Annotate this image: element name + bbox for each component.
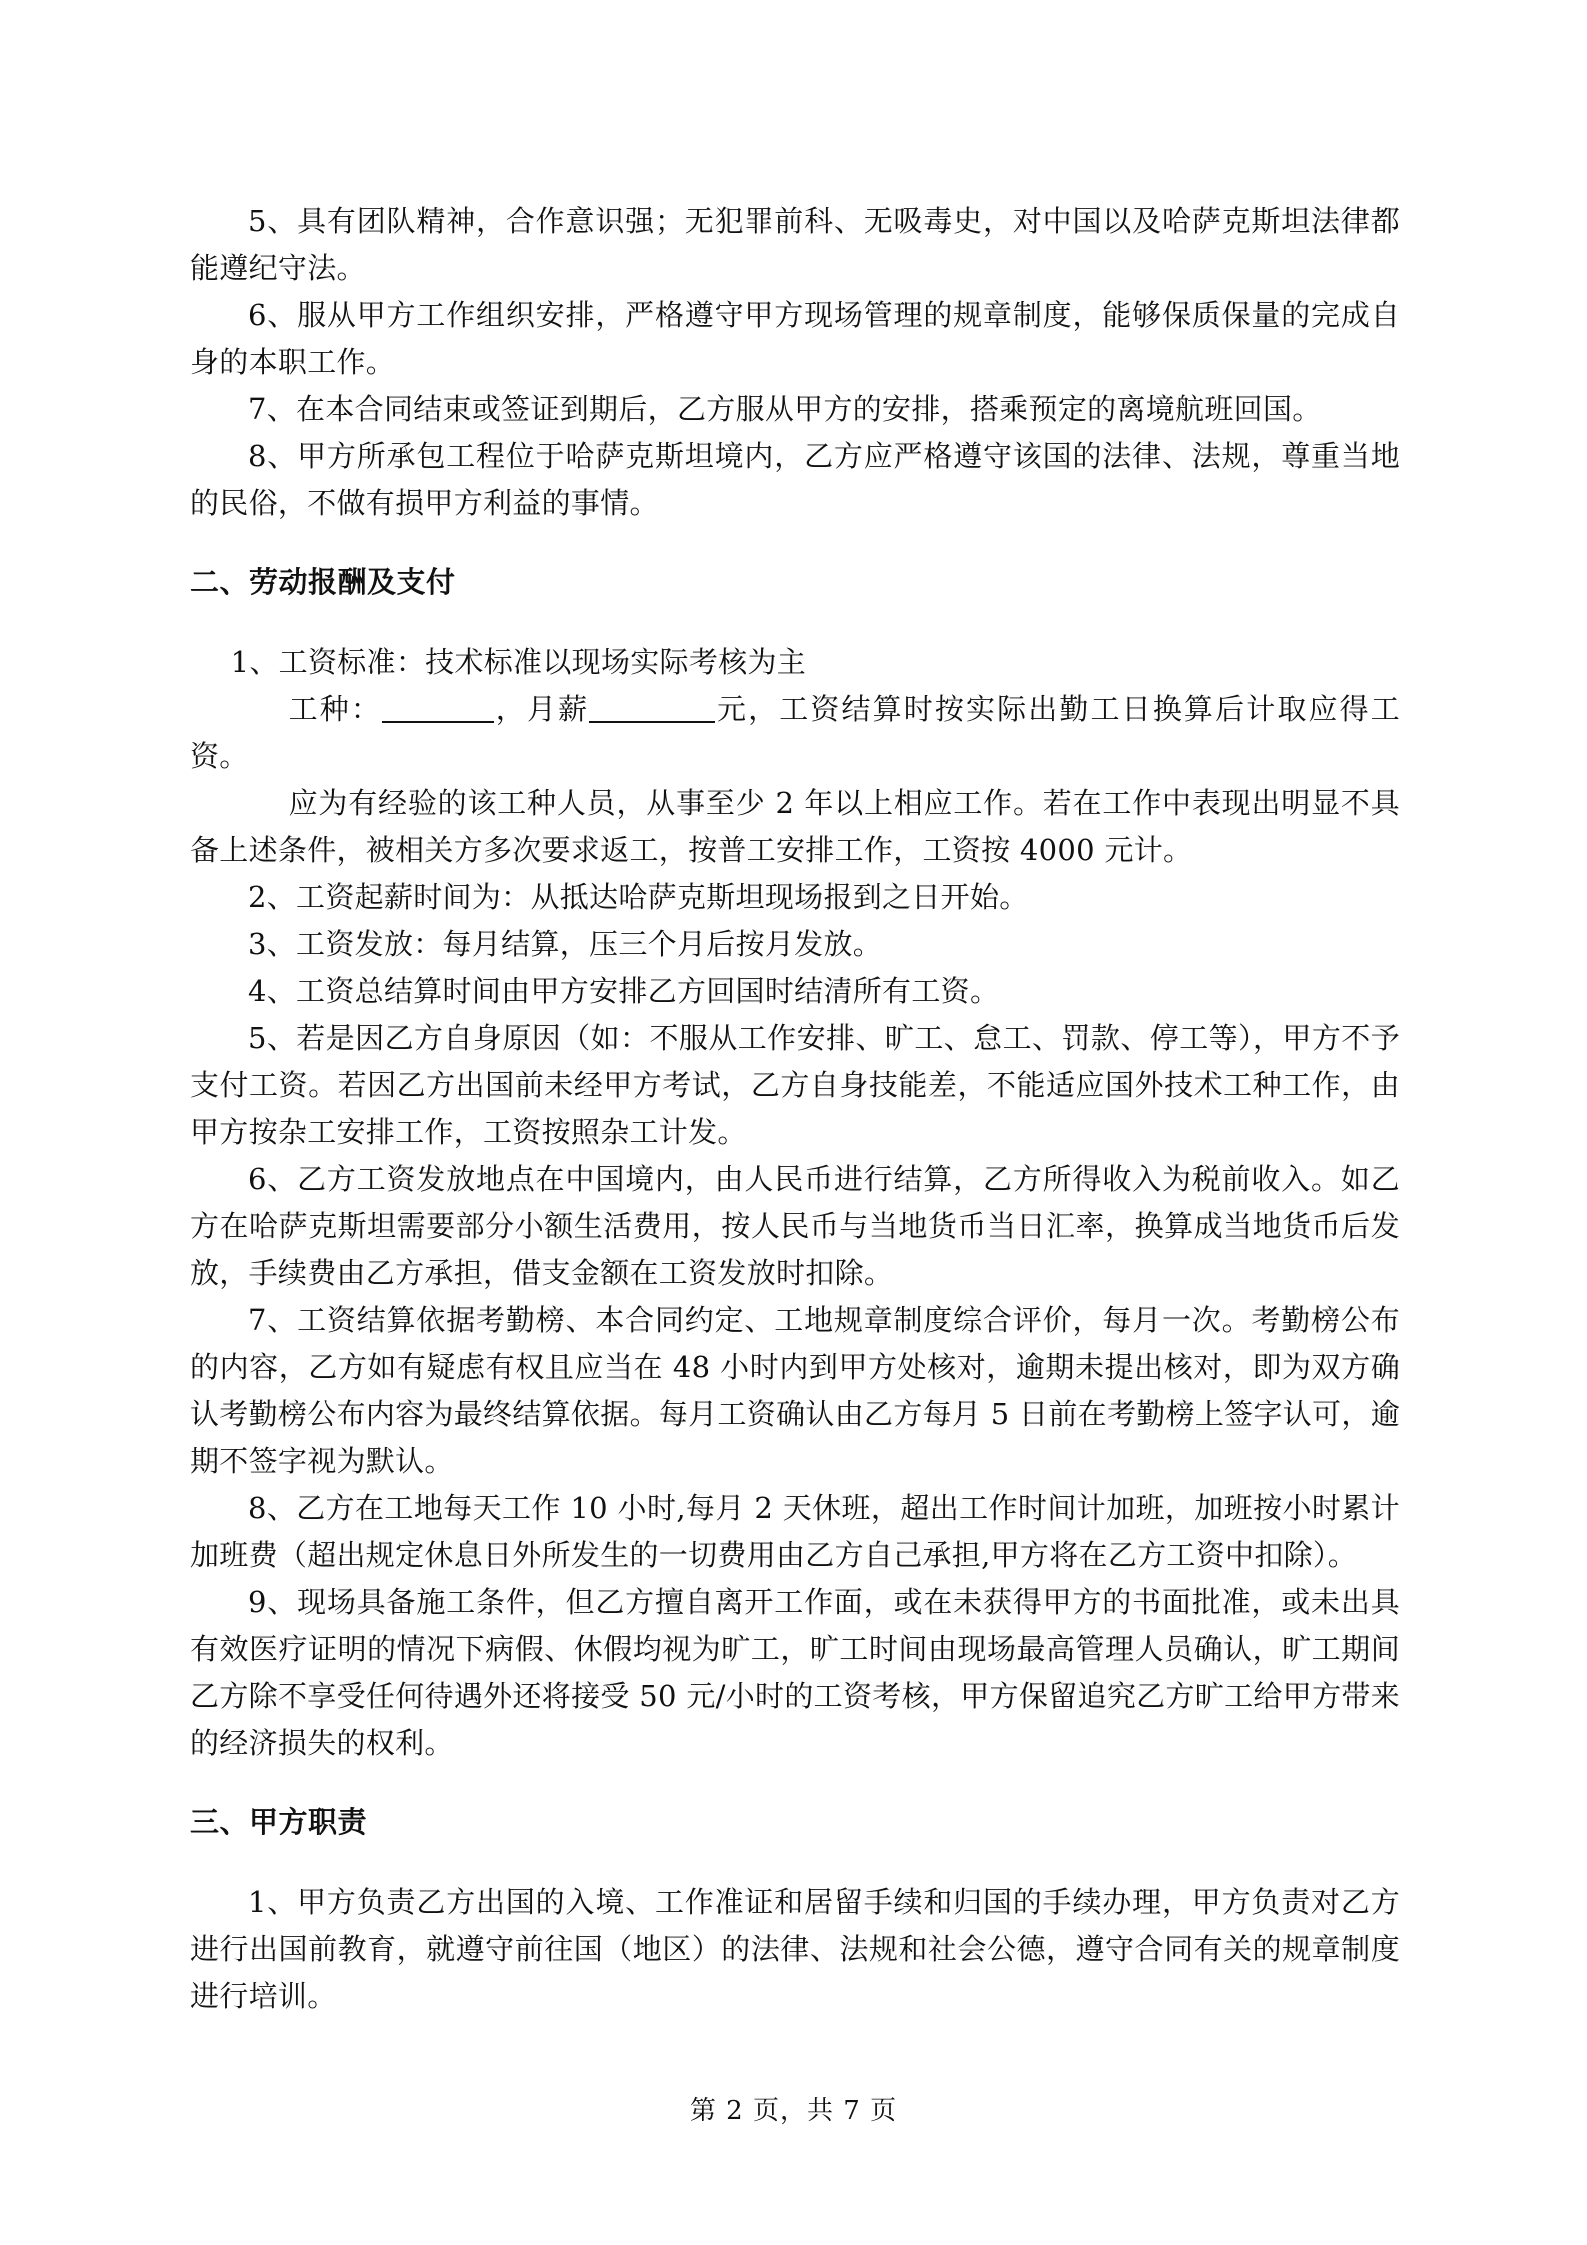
section-heading-party-a-duties: 三、甲方职责: [190, 1805, 368, 1839]
clause-1-5: 5、具有团队精神，合作意识强；无犯罪前科、无吸毒史，对中国以及哈萨克斯坦法律都能遵纪守法。: [190, 204, 1400, 285]
clause-2-7: 7、工资结算依据考勤榜、本合同约定、工地规章制度综合评价，每月一次。考勤榜公布的内容，乙方如有疑虑有权且应当在 48 小时内到甲方处核对，逾期未提出核对，即为双方确认考勤榜公布内容为最终结算依据。每月工资确认由乙方每月 5 日前在考勤榜上签字认可，逾期不签字视为默认。: [190, 1303, 1400, 1478]
clause-1-7: 7、在本合同结束或签证到期后，乙方服从甲方的安排，搭乘预定的离境航班回国。: [248, 392, 1322, 426]
clause-2-1-job-type-line: [190, 686, 1400, 780]
job-type-label: 工种：: [288, 692, 382, 726]
monthly-salary-blank[interactable]: [589, 693, 715, 723]
document-page: [190, 198, 1400, 2020]
clause-2-6: 6、乙方工资发放地点在中国境内，由人民币进行结算，乙方所得收入为税前收入。如乙方在哈萨克斯坦需要部分小额生活费用，按人民币与当地货币当日汇率，换算成当地货币后发放，手续费由乙方承担，借支金额在工资发放时扣除。: [190, 1162, 1400, 1290]
clause-2-5: 5、若是因乙方自身原因（如：不服从工作安排、旷工、怠工、罚款、停工等），甲方不予支付工资。若因乙方出国前未经甲方考试，乙方自身技能差，不能适应国外技术工种工作，由甲方按杂工安排工作，工资按照杂工计发。: [190, 1021, 1400, 1149]
page-number-footer: 第 2 页，共 7 页: [689, 2096, 898, 2126]
section-heading-compensation: 二、劳动报酬及支付: [190, 565, 456, 599]
clause-2-4: 4、工资总结算时间由甲方安排乙方回国时结清所有工资。: [248, 974, 1000, 1008]
clause-3-1: 1、甲方负责乙方出国的入境、工作准证和居留手续和归国的手续办理，甲方负责对乙方进行出国前教育，就遵守前往国（地区）的法律、法规和社会公德，遵守合同有关的规章制度进行培训。: [190, 1885, 1400, 2013]
clause-2-1-experience-note: 应为有经验的该工种人员，从事至少 2 年以上相应工作。若在工作中表现出明显不具备上述条件，被相关方多次要求返工，按普工安排工作，工资按 4000 元计。: [190, 786, 1400, 867]
clause-2-9: 9、现场具备施工条件，但乙方擅自离开工作面，或在未获得甲方的书面批准，或未出具有效医疗证明的情况下病假、休假均视为旷工，旷工时间由现场最高管理人员确认，旷工期间乙方除不享受任何待遇外还将接受 50 元/小时的工资考核，甲方保留追究乙方旷工给甲方带来的经济损失的权利。: [190, 1585, 1400, 1760]
clause-1-8: 8、甲方所承包工程位于哈萨克斯坦境内，乙方应严格遵守该国的法律、法规，尊重当地的民俗，不做有损甲方利益的事情。: [190, 439, 1400, 520]
job-type-blank[interactable]: [382, 693, 494, 723]
monthly-salary-label: ，月薪: [493, 692, 590, 726]
clause-2-1-wage-standard: 1、工资标准：技术标准以现场实际考核为主: [230, 645, 807, 679]
clause-2-2: 2、工资起薪时间为：从抵达哈萨克斯坦现场报到之日开始。: [248, 880, 1029, 914]
clause-2-8: 8、乙方在工地每天工作 10 小时,每月 2 天休班，超出工作时间计加班，加班按小时累计加班费（超出规定休息日外所发生的一切费用由乙方自己承担,甲方将在乙方工资中扣除）。: [190, 1491, 1400, 1572]
clause-1-6: 6、服从甲方工作组织安排，严格遵守甲方现场管理的规章制度，能够保质保量的完成自身的本职工作。: [190, 298, 1400, 379]
wage-tail-text: 元，工资结算时按实际出勤工日换算后计取应得工资。: [190, 692, 1400, 773]
clause-2-3: 3、工资发放：每月结算，压三个月后按月发放。: [248, 927, 883, 961]
